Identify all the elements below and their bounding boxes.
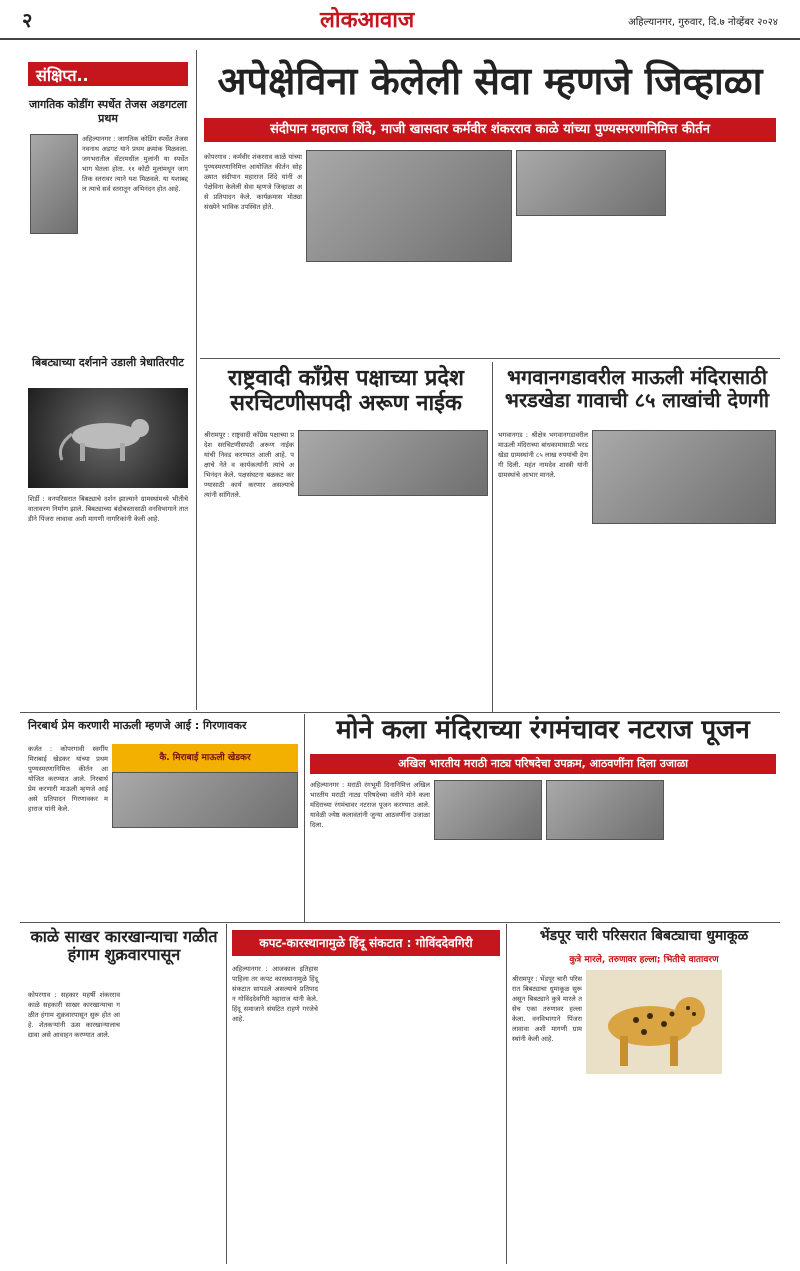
leopard-silhouette-icon	[28, 388, 188, 488]
bottom2-body-3	[412, 964, 500, 1260]
sidebar-story1-photo	[30, 134, 78, 234]
sidebar-section-label: संक्षिप्त..	[28, 62, 188, 86]
mid-left-body-2	[298, 500, 488, 710]
mid-right-photo	[592, 430, 776, 524]
row3-right-headline: मोने कला मंदिराच्या रंगमंचावर नटराज पूजन	[336, 715, 750, 745]
bottom3-body-3	[512, 1078, 642, 1260]
masthead	[0, 0, 800, 40]
sidebar-story1-body-b	[28, 248, 188, 348]
row3-left-photo	[112, 772, 298, 828]
mid-right-headline: भगवानगडावरील माऊली मंदिरासाठी भरडखेडा गावाची ८५ लाखांची देणगी	[504, 365, 770, 412]
mid-right-body: भगवानगड : श्रीक्षेत्र भगवानगडावरील माऊली मंदिराच्या बांधकामासाठी भरडखेडा ग्रामस्थांनी ८५ लाख रुपयांची देणगी दिली. महंत नामदेव शास्त्री यांनी ग्रामस्थांचे आभार मानले.	[498, 431, 591, 479]
bottom3-body: श्रीरामपूर : भेंडपूर चारी परिसरात बिबट्याचा धुमाकूळ सुरू असून बिबट्याने कुत्रे मारले तसेच एका तरुणावर हल्ला केला. वनविभागाने पिंजरा लावावा अशी मागणी ग्रामस्थांनी केली आहे.	[512, 975, 585, 1043]
row3-right-photo-1	[434, 780, 542, 840]
bottom3-body-2	[726, 974, 776, 1070]
top-photo-kirtan-stage	[306, 150, 512, 262]
sidebar-story2-headline: बिबट्याच्या दर्शनाने उडाली त्रेधातिरपीट	[32, 356, 184, 369]
top-body-col1: कोपरगाव : कर्मवीर शंकरराव काळे यांच्या पुण्यस्मरणानिमित्त आयोजित कीर्तन सोहळ्यात संदीपान महाराज शिंदे यांनी अपेक्षेविना केलेली सेवा म्हणजे जिव्हाळा असे प्रतिपादन केले. कार्यक्रमास मोठ्या संख्येने भाविक उपस्थित होते.	[204, 153, 305, 211]
leopard-photo	[586, 970, 722, 1074]
row3-left-body: कर्जत : कोपरगावी स्वर्गीय मिराबाई खेडकर यांच्या प्रथम पुण्यस्मरणानिमित्त कीर्तन आयोजित करण्यात आले. निरबार्थ प्रेम करणारी माऊली म्हणजे आई असे प्रतिपादन गिरणावकर महाराज यांनी केले.	[28, 745, 111, 813]
row3-right-body: अहिल्यानगर : मराठी रंगभूमी दिनानिमित्त अखिल भारतीय मराठी नाट्य परिषदेच्या वतीने मोने कला मंदिराच्या रंगमंचावर नटराज पूजन करण्यात आले. यावेळी ज्येष्ठ कलावंतांनी जुन्या आठवणींना उजाळा दिला.	[310, 781, 433, 829]
top-headline: अपेक्षेविना केलेली सेवा म्हणजे जिव्हाळा	[217, 59, 763, 103]
top-body-col2	[306, 268, 512, 352]
top-body-col3	[516, 220, 666, 352]
row3-right-photo-2	[546, 780, 664, 840]
bottom2-body: अहिल्यानगर : आजकाल इतिहास पाहिला तर कपट कारस्थानामुळे हिंदू संकटात सापडले असल्याचे प्रतिपादन गोविंददेवगिरी महाराज यांनी केले. हिंदू समाजाने संघटित राहणे गरजेचे आहे.	[232, 965, 321, 1023]
top-photo-audience	[516, 150, 666, 216]
mid-left-photo	[298, 430, 488, 496]
newspaper-title: लोकआवाज	[320, 7, 415, 33]
sidebar-story1-headline: जागतिक कोडींग स्पर्धेत तेजस अडगटला प्रथम	[28, 98, 188, 125]
sidebar-story2-body: शिर्डी : वनपरिसरात बिबट्याचे दर्शन झाल्याने ग्रामस्थांमध्ये भीतीचे वातावरण निर्माण झाले. बिबट्याच्या बंदोबस्तासाठी वनविभागाने तातडीने पिंजरा लावावा अशी मागणी नागरिकांनी केली आहे.	[28, 495, 191, 523]
issue-date: अहिल्यानगर, गुरुवार, दि.७ नोव्हेंबर २०२४	[628, 17, 778, 28]
bottom1-body: कोपरगाव : सहकार महर्षी शंकरराव काळे सहकारी साखर कारखान्याचा गळीत हंगाम शुक्रवारपासून सुरू होत आहे. शेतकऱ्यांनी ऊस कारखान्यालाच द्यावा असे आवाहन करण्यात आले.	[28, 991, 123, 1039]
bottom3-subhead: कुत्रे मारले, तरुणावर हल्ला; भितीचे वातावरण	[569, 955, 719, 965]
leopard-icon	[586, 970, 722, 1074]
row3-right-body-2	[434, 844, 664, 920]
row3-left-headline: निरबार्थ प्रेम करणारी माऊली म्हणजे आई : गिरणावकर	[28, 719, 247, 732]
bottom3-headline: भेंडपूर चारी परिसरात बिबट्याचा धुमाकूळ	[539, 928, 749, 944]
sidebar-story1-body-a: अहिल्यानगर : जागतिक कोडिंग स्पर्धेत तेजस नवनाथ अडगट याने प्रथम क्रमांक मिळवला. जगभरातील सेंटरमधील मुलांनी या स्पर्धेत भाग घेतला होता. ११ कोटी मुलांमधून जागतिक स्तरावर त्याने यश मिळवले. या यशाबद्दल त्याचे सर्व स्तरातून अभिनंदन होत आहे.	[82, 135, 191, 193]
mid-left-headline: राष्ट्रवादी काँग्रेस पक्षाच्या प्रदेश सरचिटणीसपदी अरूण नाईक	[227, 366, 464, 417]
row3-left-photo-banner: कै. मिराबाई माऊली खेडकर	[112, 744, 298, 772]
leopard-night-photo	[28, 388, 188, 488]
row3-right-banner: अखिल भारतीय मराठी नाट्य परिषदेचा उपक्रम, आठवणींना दिला उजाळा	[310, 754, 776, 774]
top-body-col4	[670, 152, 776, 352]
bottom2-headline: कपट-कारस्थानामुळे हिंदू संकटात : गोविंददेवगिरी	[232, 930, 500, 956]
row3-left-body-2	[112, 832, 298, 920]
mid-right-body-2	[592, 528, 776, 710]
top-banner: संदीपान महाराज शिंदे, माजी खासदार कर्मवीर शंकरराव काळे यांच्या पुण्यस्मरणानिमित्त कीर्तन	[204, 118, 776, 142]
bottom1-headline: काळे साखर कारखान्याचा गळीत हंगाम शुक्रवारपासून	[30, 927, 218, 965]
mid-left-body: श्रीरामपूर : राष्ट्रवादी काँग्रेस पक्षाच्या प्रदेश सरचिटणीसपदी अरूण नाईक यांची निवड करण्यात आली आहे. पक्षाचे नेते व कार्यकर्त्यांनी त्यांचे अभिनंदन केले. पक्षसंघटना बळकट करण्यासाठी कार्य करणार असल्याचे त्यांनी सांगितले.	[204, 431, 297, 499]
bottom3-body-4	[646, 1078, 776, 1260]
bottom2-body-2	[322, 964, 408, 1260]
bottom1-body-2	[124, 990, 220, 1260]
page-number: २	[22, 8, 33, 32]
row3-right-body-3	[668, 780, 776, 920]
